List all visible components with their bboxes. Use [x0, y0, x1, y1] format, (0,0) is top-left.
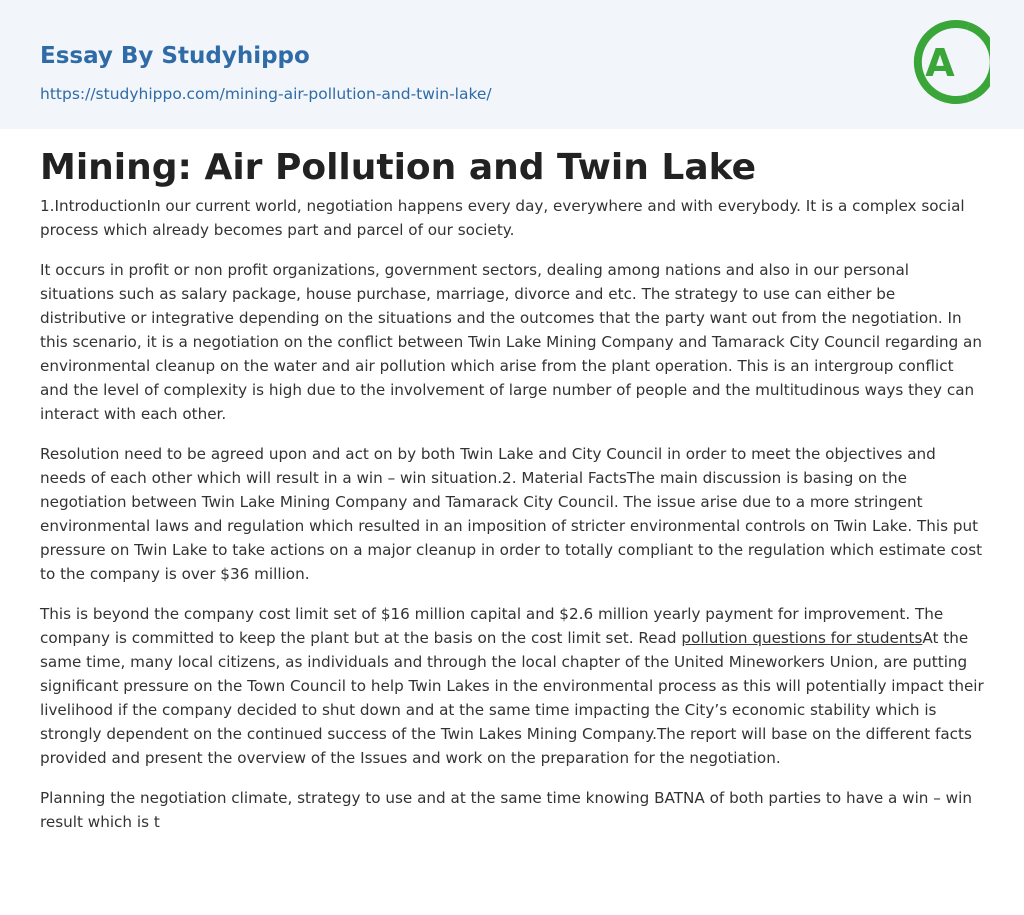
site-header — [0, 0, 1024, 129]
studyhippo-logo-icon — [910, 18, 990, 106]
paragraph-4-text-before: This is beyond the company cost limit set of $16 million capital and $2.6 million yearly payment for improvement. The company is committed to keep the plant but at the basis on the cost limit set. Read — [40, 605, 944, 647]
essay-url-link[interactable]: https://studyhippo.com/mining-air-pollution-and-twin-lake/ — [40, 85, 492, 103]
article-body — [40, 194, 984, 850]
paragraph-5: Planning the negotiation climate, strategy to use and at the same time knowing BATNA of both parties to have a win – win result which is t — [40, 789, 972, 831]
paragraph-1: 1.IntroductionIn our current world, negotiation happens every day, everywhere and with everybody. It is a complex social process which already becomes part and parcel of our society. — [40, 197, 965, 239]
paragraph-4 — [40, 602, 984, 770]
paragraph-4-text-after: At the same time, many local citizens, as individuals and through the local chapter of the United Mineworkers Union, are putting significant pressure on the Town Council to help Twin Lakes in the environmental process as this will potentially impact their livelihood if the company decided to shut down and at the same time impacting the City’s economic stability which is strongly dependent on the continued success of the Twin Lakes Mining Company.The report will base on the different facts provided and present the overview of the Issues and work on the preparation for the negotiation. — [40, 629, 984, 767]
paragraph-2: It occurs in profit or non profit organizations, government sectors, dealing among nations and also in our personal situations such as salary package, house purchase, marriage, divorce and etc. The strategy to use can either be distributive or integrative depending on the situations and the outcomes that the party want out from the negotiation. In this scenario, it is a negotiation on the conflict between Twin Lake Mining Company and Tamarack City Council regarding an environmental cleanup on the water and air pollution which arise from the plant operation. This is an intergroup conflict and the level of complexity is high due to the involvement of large number of people and the multitudinous ways they can interact with each other. — [40, 261, 982, 423]
article-title: Mining: Air Pollution and Twin Lake — [40, 147, 757, 188]
brand-title: Essay By Studyhippo — [40, 43, 310, 69]
paragraph-3: Resolution need to be agreed upon and act on by both Twin Lake and City Council in order to meet the objectives and needs of each other which will result in a win – win situation.2. Material FactsThe main discussion is basing on the negotiation between Twin Lake Mining Company and Tamarack City Council. The issue arise due to a more stringent environmental laws and regulation which resulted in an imposition of stricter environmental controls on Twin Lake. This put pressure on Twin Lake to take actions on a major cleanup in order to totally compliant to the regulation which estimate cost to the company is over $36 million. — [40, 445, 983, 583]
pollution-questions-link[interactable]: pollution questions for students — [681, 629, 923, 647]
logo-letter: A — [925, 41, 955, 85]
